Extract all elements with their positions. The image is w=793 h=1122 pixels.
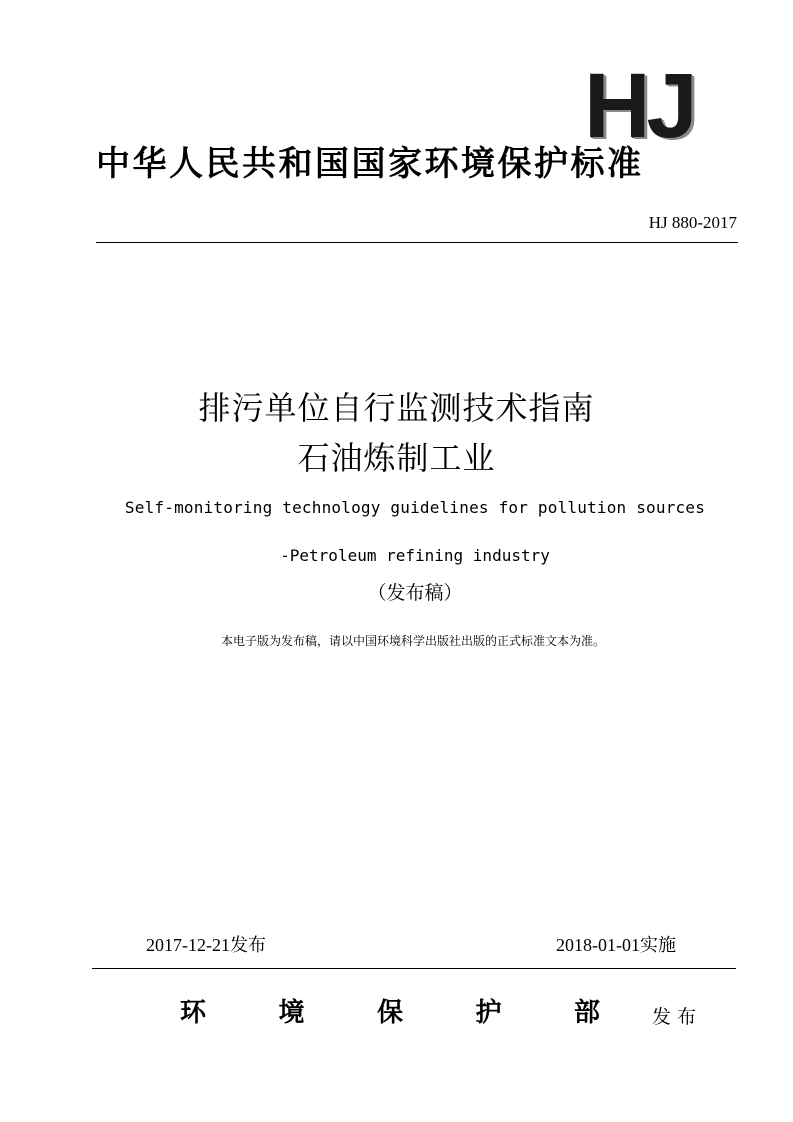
ministry-char: 环 [180,998,207,1028]
english-title-line2: -Petroleum refining industry [280,546,550,565]
document-title-line1: 排污单位自行监测技术指南 [198,389,595,427]
notice-text: 本电子版为发布稿，请以中国环境科学出版社出版的正式标准文本为准。 [220,634,605,648]
ministry-char: 境 [278,998,305,1028]
ministry-char: 部 [573,998,600,1028]
draft-label: （发布稿） [367,582,463,604]
standard-number: HJ 880-2017 [648,213,737,232]
issuing-ministry [180,996,600,1030]
header-divider [96,242,738,243]
publish-label: 发布 [652,1006,703,1028]
hj-logo: HJ [584,68,694,144]
document-title-line2: 石油炼制工业 [297,439,496,477]
issue-date: 2017-12-21发布 [146,935,266,955]
ministry-char: 护 [475,998,502,1028]
footer-divider [92,968,736,969]
implementation-date: 2018-01-01实施 [556,935,676,955]
organization-title: 中华人民共和国国家环境保护标准 [96,144,644,184]
english-title-line1: Self-monitoring technology guidelines for pollution sources [124,498,706,517]
ministry-char: 保 [376,998,403,1028]
